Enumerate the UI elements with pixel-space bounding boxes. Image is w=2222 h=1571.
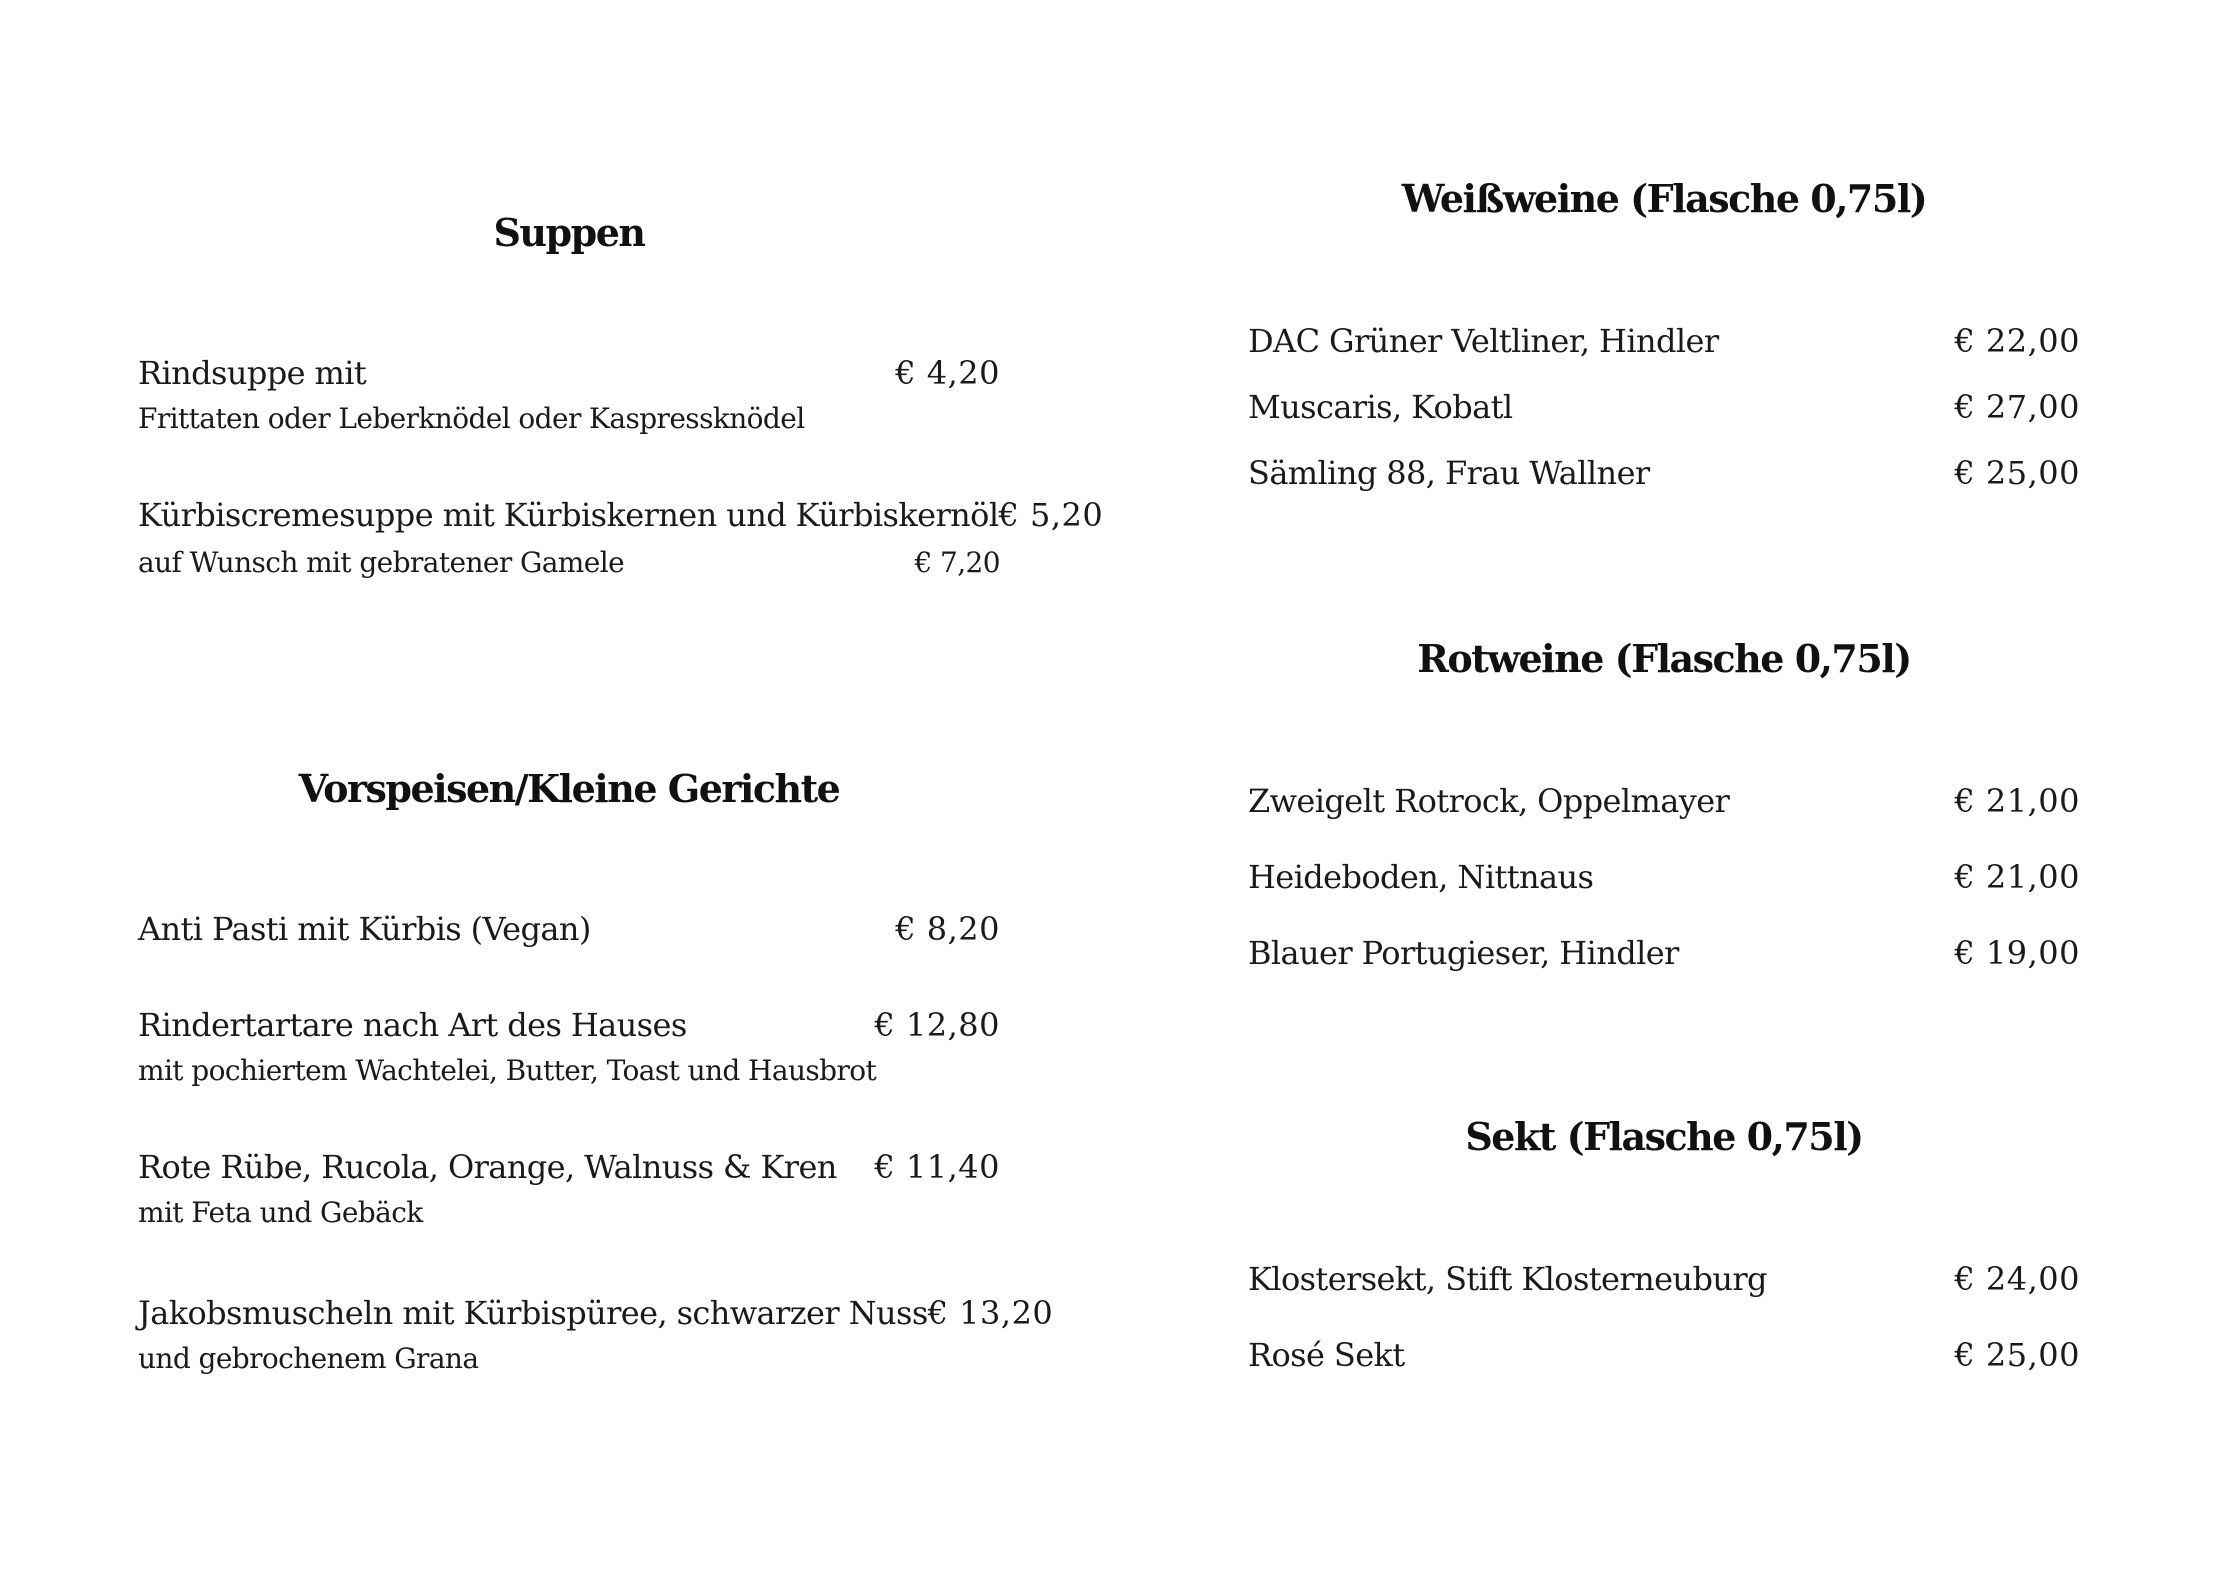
menu-item xyxy=(138,354,1000,435)
item-name: Heideboden, Nittnaus xyxy=(1248,858,1594,896)
item-price: € 4,20 xyxy=(895,354,1000,392)
item-price: € 25,00 xyxy=(1954,454,2080,492)
item-name: Anti Pasti mit Kürbis (Vegan) xyxy=(138,910,591,948)
item-name: Sämling 88, Frau Wallner xyxy=(1248,454,1650,492)
item-name: Kürbiscremesuppe mit Kürbiskernen und Kürbiskernöl xyxy=(138,496,999,534)
item-price: € 21,00 xyxy=(1954,782,2080,820)
item-description: mit Feta und Gebäck xyxy=(138,1196,423,1229)
item-price: € 5,20 xyxy=(998,496,1104,534)
wine-item xyxy=(1248,454,2080,492)
wine-item xyxy=(1248,1260,2080,1298)
menu-item xyxy=(138,496,1104,579)
menu-item xyxy=(138,1148,1000,1229)
item-description: mit pochiertem Wachtelei, Butter, Toast und Hausbrot xyxy=(138,1054,877,1087)
wine-item xyxy=(1248,782,2080,820)
item-price: € 12,80 xyxy=(874,1006,1000,1044)
item-name: Zweigelt Rotrock, Oppelmayer xyxy=(1248,782,1730,820)
item-name: Jakobsmuscheln mit Kürbispüree, schwarzer Nuss xyxy=(138,1294,928,1332)
item-name: Blauer Portugieser, Hindler xyxy=(1248,934,1679,972)
item-name: Rindsuppe mit xyxy=(138,354,367,392)
item-price: € 21,00 xyxy=(1954,858,2080,896)
item-price: € 8,20 xyxy=(895,910,1000,948)
wine-item xyxy=(1248,934,2080,972)
item-price: € 19,00 xyxy=(1954,934,2080,972)
item-name: Rote Rübe, Rucola, Orange, Walnuss & Kren xyxy=(138,1148,837,1186)
item-name: Klostersekt, Stift Klosterneuburg xyxy=(1248,1260,1767,1298)
menu-item xyxy=(138,1006,1000,1087)
menu-item xyxy=(138,910,1000,948)
item-description: Frittaten oder Leberknödel oder Kaspressknödel xyxy=(138,402,805,435)
wine-item xyxy=(1248,858,2080,896)
menu-item xyxy=(138,1294,1054,1375)
soups-heading: Suppen xyxy=(493,210,645,255)
item-option-name: auf Wunsch mit gebratener Gamele xyxy=(138,546,625,579)
item-name: Rosé Sekt xyxy=(1248,1336,1405,1374)
sparkling-heading: Sekt (Flasche 0,75l) xyxy=(1465,1114,1863,1159)
item-name: DAC Grüner Veltliner, Hindler xyxy=(1248,322,1719,360)
white-wines-heading: Weißweine (Flasche 0,75l) xyxy=(1401,176,1927,221)
wine-item xyxy=(1248,388,2080,426)
item-price: € 27,00 xyxy=(1954,388,2080,426)
item-name: Muscaris, Kobatl xyxy=(1248,388,1513,426)
item-description: und gebrochenem Grana xyxy=(138,1342,479,1375)
item-price: € 11,40 xyxy=(874,1148,1000,1186)
item-option-price: € 7,20 xyxy=(914,546,1000,579)
wine-item xyxy=(1248,1336,2080,1374)
item-price: € 13,20 xyxy=(927,1294,1054,1332)
item-price: € 25,00 xyxy=(1954,1336,2080,1374)
wine-item xyxy=(1248,322,2080,360)
red-wines-heading: Rotweine (Flasche 0,75l) xyxy=(1417,636,1911,681)
item-price: € 22,00 xyxy=(1954,322,2080,360)
item-price: € 24,00 xyxy=(1954,1260,2080,1298)
item-name: Rindertartare nach Art des Hauses xyxy=(138,1006,687,1044)
starters-heading: Vorspeisen/Kleine Gerichte xyxy=(298,766,840,811)
